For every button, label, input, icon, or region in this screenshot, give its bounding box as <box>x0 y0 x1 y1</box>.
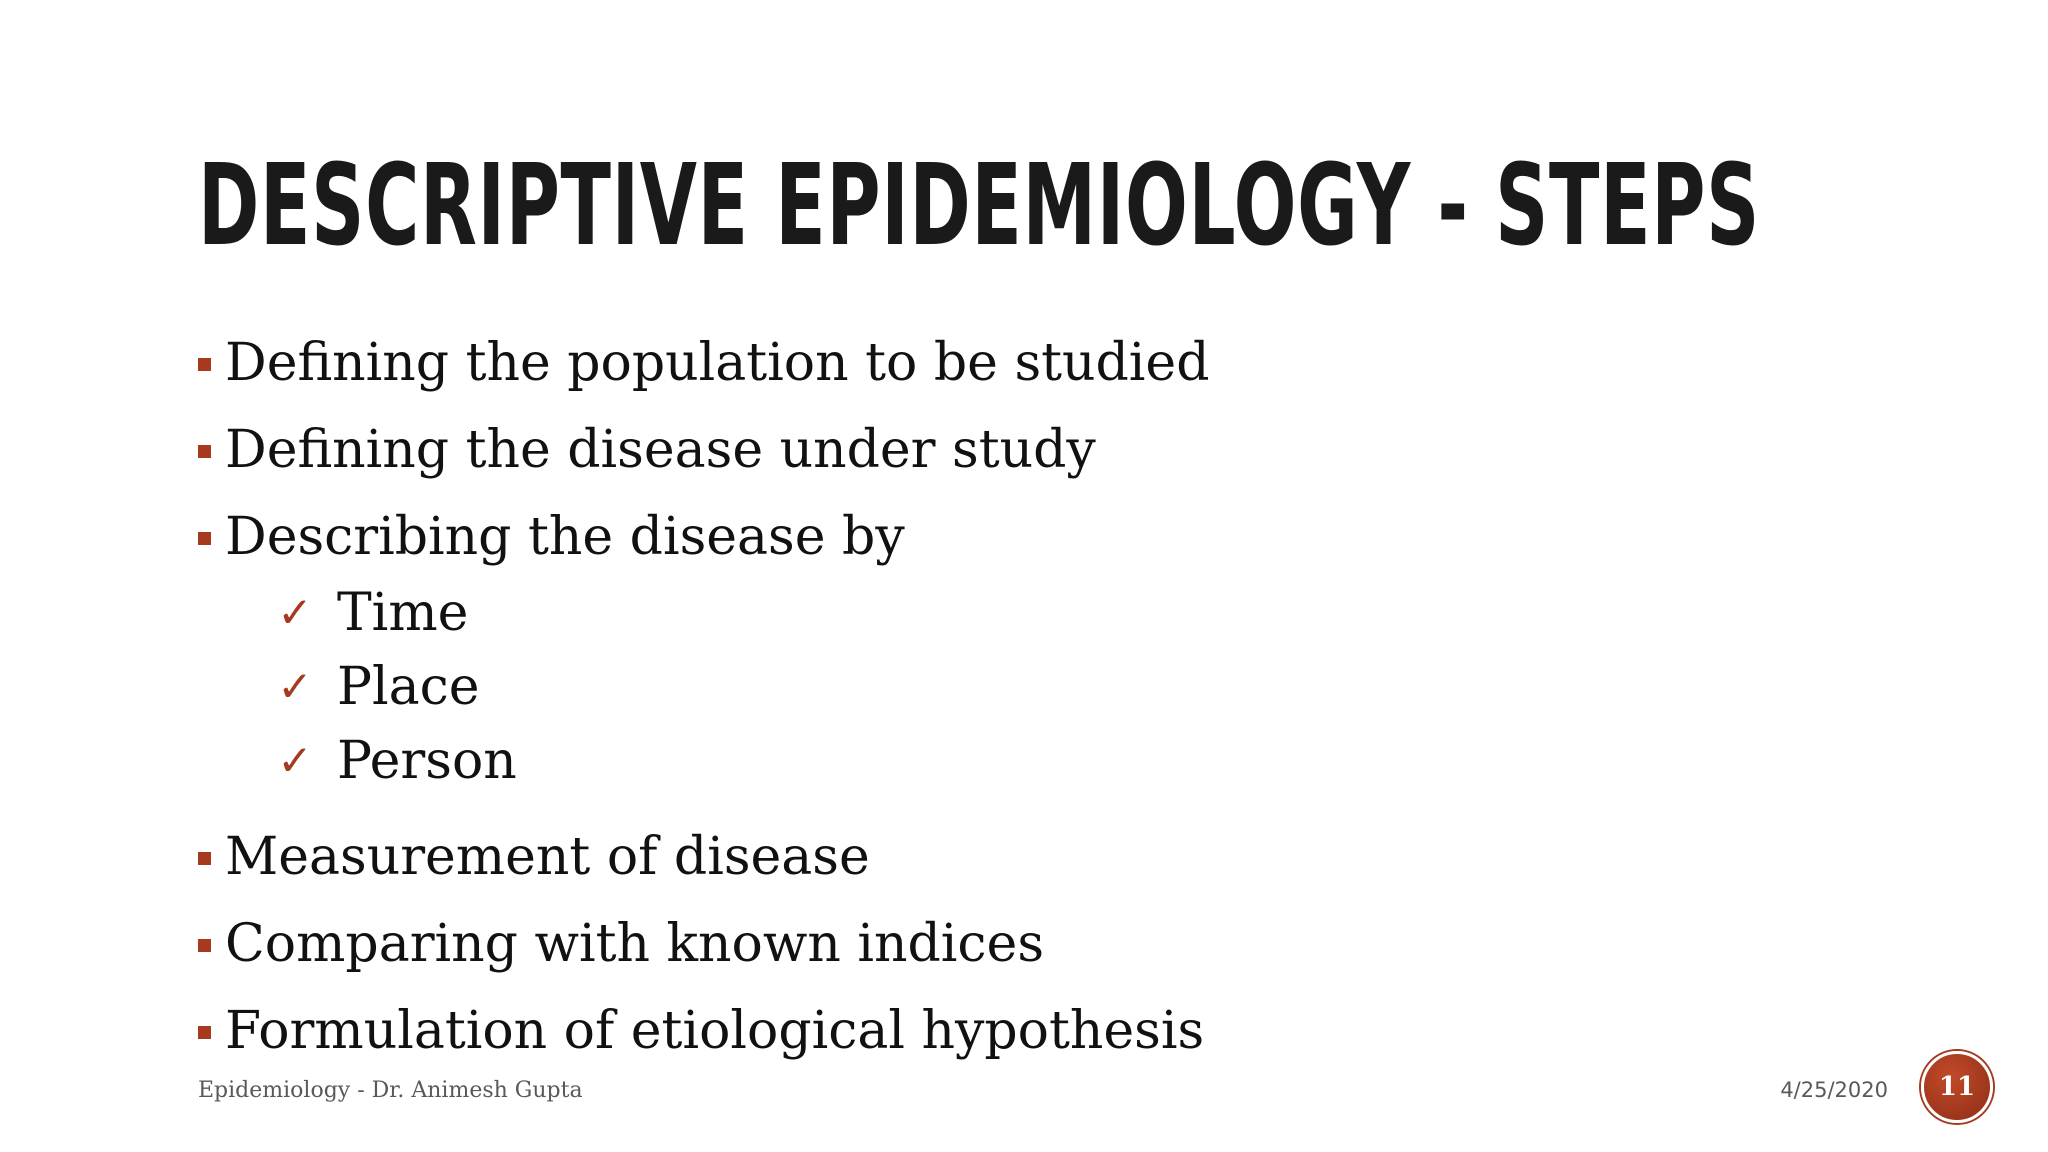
bullet-text: Defining the population to be studied <box>225 333 1210 393</box>
sub-bullet-item <box>273 576 905 650</box>
square-bullet-icon <box>198 445 211 458</box>
slide-title: DESCRIPTIVE EPIDEMIOLOGY - STEPS <box>198 141 1760 271</box>
bullet-text: Measurement of disease <box>225 827 870 887</box>
footer-text: Epidemiology - Dr. Animesh Gupta <box>198 1078 583 1103</box>
bullet-text: Describing the disease by <box>225 507 905 567</box>
page-number: 11 <box>1938 1072 1976 1102</box>
sub-bullet-item <box>273 650 905 724</box>
sub-bullet-text: Time <box>337 583 469 643</box>
bullet-text: Comparing with known indices <box>225 914 1044 974</box>
square-bullet-icon <box>198 852 211 865</box>
sub-bullet-list <box>273 576 905 798</box>
square-bullet-icon <box>198 358 211 371</box>
square-bullet-icon <box>198 1026 211 1039</box>
page-number-badge <box>1921 1051 1993 1123</box>
bullet-item <box>198 996 1698 1066</box>
sub-bullet-item <box>273 724 905 798</box>
bullet-item <box>198 822 1698 892</box>
bullet-item <box>198 909 1698 979</box>
checkmark-icon: ✓ <box>277 588 313 637</box>
square-bullet-icon <box>198 532 211 545</box>
sub-bullet-text: Person <box>337 731 517 791</box>
bullet-text: Defining the disease under study <box>225 420 1096 480</box>
sub-bullet-text: Place <box>337 657 480 717</box>
bullet-item <box>198 415 1698 485</box>
bullet-item <box>198 328 1698 398</box>
bullet-item <box>198 502 1698 798</box>
checkmark-icon: ✓ <box>277 736 313 785</box>
bullet-list <box>198 328 1698 1066</box>
checkmark-icon: ✓ <box>277 662 313 711</box>
bullet-text: Formulation of etiological hypothesis <box>225 1001 1205 1061</box>
bullet-body <box>225 502 905 798</box>
square-bullet-icon <box>198 939 211 952</box>
footer-date: 4/25/2020 <box>1780 1078 1888 1102</box>
